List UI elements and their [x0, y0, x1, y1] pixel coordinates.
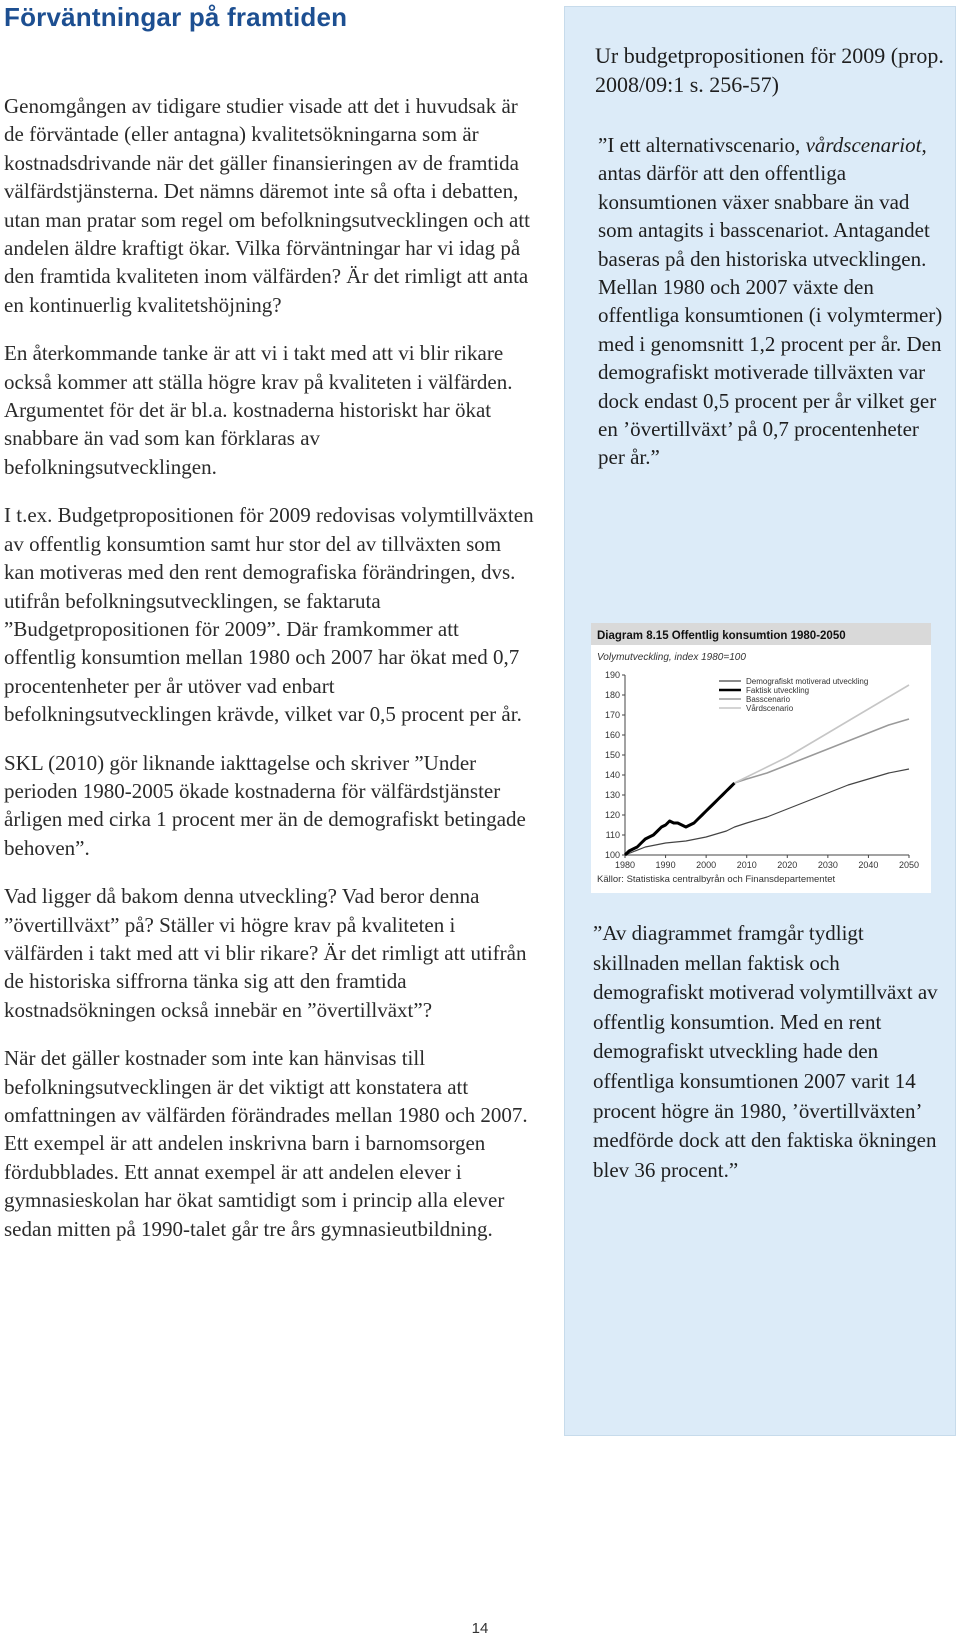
chart-title: Diagram 8.15 Offentlig konsumtion 1980-2050 [597, 630, 846, 642]
y-tick-label: 130 [604, 790, 620, 800]
series-line [625, 783, 735, 855]
x-tick-label: 2050 [898, 860, 920, 870]
legend-label: Faktisk utveckling [746, 686, 810, 695]
fact-box-quote [598, 131, 948, 472]
legend-label: Vårdscenario [746, 704, 794, 713]
y-tick-label: 110 [605, 830, 620, 840]
quote-text: ”I ett alternativscenario, [598, 133, 806, 157]
y-tick-label: 190 [604, 670, 620, 680]
x-tick-label: 2010 [736, 860, 757, 870]
paragraph: Genomgången av tidigare studier visade att det i huvudsak är de förväntade (eller antagna) kvalitetsökningarna som är kostnadsdrivande när det gäller finansieringen av de framtida välfärdstjänsterna. Det nämns däremot inte så ofta i debatten, utan man pratar som regel om befolkningsutvecklingen och att andelen äldre kraftigt ökar. Vilka förväntningar har vi idag på den framtida kvaliteten inom välfärden? Är det rimligt att anta en kontinuerlig kvalitetshöjning? [4, 94, 531, 317]
fact-box [564, 6, 956, 1436]
fact-box-quote-2: ”Av diagrammet framgår tydligt skillnaden mellan faktisk och demografiskt motiverad volymtillväxt av offentlig konsumtion. Med en rent demografiskt utveckling hade den offentliga konsumtionen 2007 varit 14 procent högre än 1980, ’övertillväxten’ medförde dock att den faktiska ökningen blev 36 procent.” [593, 921, 938, 1182]
quote-text: , antas därför att den offentliga konsumtionen växer snabbare än vad som antagits i basscenariot. Antagandet baseras på den historiska utvecklingen. Mellan 1980 och 2007 växte den offentliga konsumtionen (i volymtermer) med i genomsnitt 1,2 procent per år. Den demografiskt motiverade tillväxten var dock endast 0,5 procent per år vilket ger en ’övertillväxt’ på 0,7 procentenheter per år.” [598, 133, 943, 470]
x-tick-label: 2030 [817, 860, 838, 870]
chart-source: Källor: Statistiska centralbyrån och Finansdepartementet [597, 874, 836, 885]
y-tick-label: 180 [604, 690, 620, 700]
quote-italic-term: vårdscenariot [805, 133, 922, 157]
main-text-column [4, 92, 534, 1263]
paragraph: I t.ex. Budgetpropositionen för 2009 redovisas volymtillväxten av offentlig konsumtion samt hur stor del av tillväxten som kan motiveras med den rent demografiska förändringen, dvs. utifrån befolkningsutvecklingen, se faktaruta ”Budgetpropositionen för 2009”. Där framkommer att offentlig konsumtion mellan 1980 och 2007 har ökat med 0,7 procentenheter per år utöver vad enbart befolkningsutvecklingen krävde, vilket var 0,5 procent per år. [4, 503, 534, 727]
x-tick-label: 2040 [858, 860, 879, 870]
x-tick-label: 1980 [614, 860, 636, 870]
paragraph: När det gäller kostnader som inte kan hänvisas till befolkningsutvecklingen är det viktigt att konstatera att omfattningen av välfärden förändrades mellan 1980 och 2007. Ett exempel är att andelen inskrivna barn i barnomsorgen fördubblades. Ett annat exempel är att andelen elever i gymnasieskolan har ökat samtidigt som i princip alla elever sedan mitten på 1990-talet går tre års gymnasieutbildning. [4, 1046, 528, 1241]
x-tick-label: 2000 [696, 860, 717, 870]
y-tick-label: 140 [604, 770, 620, 780]
legend-label: Basscenario [746, 695, 791, 704]
y-tick-label: 150 [604, 750, 620, 760]
page-number: 14 [471, 1620, 489, 1637]
chart-figure [591, 623, 931, 893]
y-tick-label: 120 [604, 810, 620, 820]
fact-box-source: Ur budgetpropositionen för 2009 (prop. 2008/09:1 s. 256-57) [595, 43, 944, 97]
paragraph: En återkommande tanke är att vi i takt med att vi blir rikare också kommer att ställa högre krav på kvaliteten i välfärden. Argumentet för det är bl.a. kostnaderna historiskt har ökat snabbare än vad som kan förklaras av befolkningsutvecklingen. [4, 341, 513, 479]
x-tick-label: 1990 [655, 860, 676, 870]
y-tick-label: 170 [604, 710, 620, 720]
line-chart [591, 623, 931, 893]
y-tick-label: 160 [604, 730, 620, 740]
series-line [625, 769, 909, 855]
paragraph: SKL (2010) gör liknande iakttagelse och skriver ”Under perioden 1980-2005 ökade kostnaderna för välfärdstjänster årligen med cirka 1 procent mer än de demografiskt betingade behoven”. [4, 750, 526, 860]
paragraph: Vad ligger då bakom denna utveckling? Vad beror denna ”övertillväxt” på? Ställer vi högre krav på kvaliteten i välfärden i takt med att vi blir rikare? Är det rimligt att utifrån de historiska siffrorna tänka sig att den framtida kostnadsökningen också innebär en ”övertillväxt”? [4, 884, 527, 1022]
page-title: Förväntningar på framtiden [4, 2, 348, 32]
legend-label: Demografiskt motiverad utveckling [746, 677, 869, 686]
series-line [735, 719, 910, 783]
y-tick-label: 100 [604, 850, 620, 860]
chart-subtitle: Volymutveckling, index 1980=100 [597, 652, 746, 663]
x-tick-label: 2020 [777, 860, 798, 870]
